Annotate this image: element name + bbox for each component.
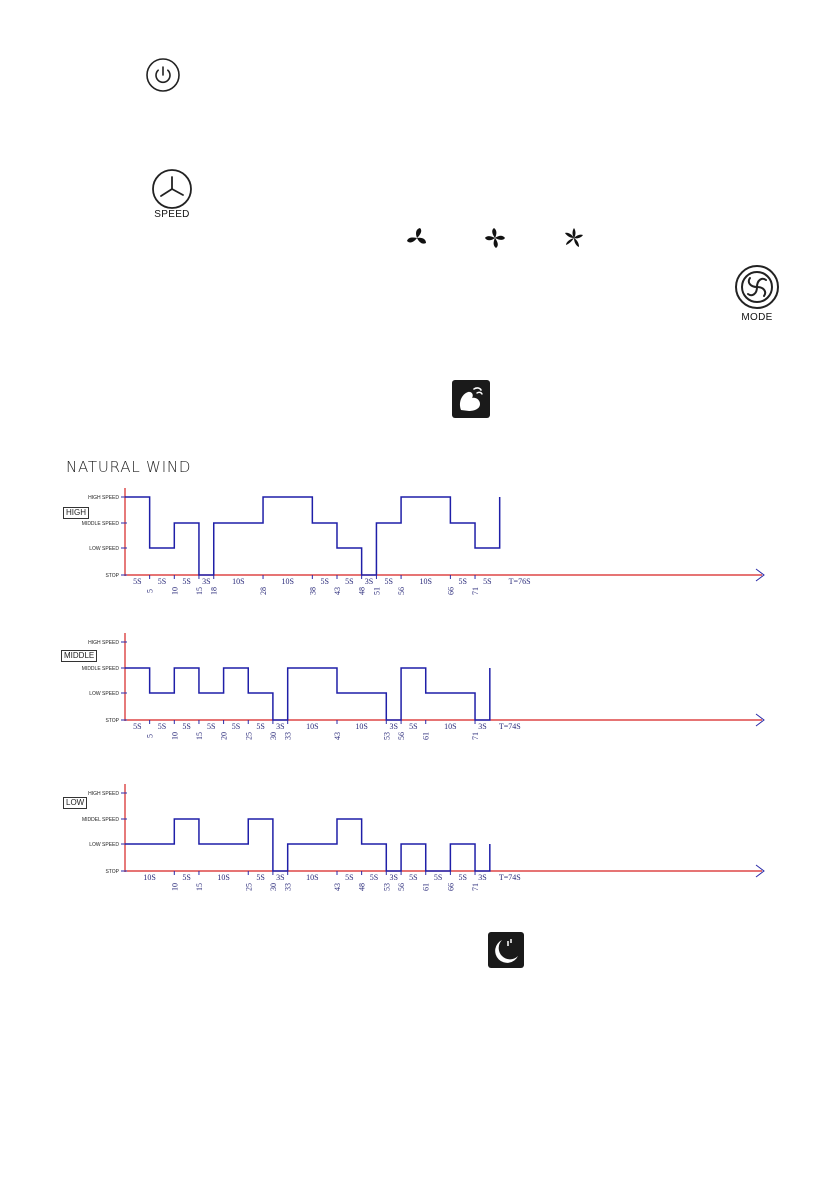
duration-label: 5S: [182, 577, 191, 586]
y-label-0: STOP: [105, 869, 119, 875]
duration-label: 3S: [364, 577, 374, 586]
duration-label: 3S: [478, 873, 487, 882]
duration-label: 10S: [444, 722, 457, 731]
x-tick-label: 30: [268, 883, 278, 891]
duration-label: 10S: [355, 722, 368, 731]
fan-low-icon: [404, 225, 430, 251]
x-tick-label: 53: [382, 732, 392, 740]
x-tick-label: 56: [397, 883, 407, 891]
x-tick-label: 10: [170, 732, 180, 740]
duration-label: 5S: [369, 873, 379, 882]
total-label: T=74S: [498, 722, 521, 731]
x-tick-label: 48: [357, 587, 367, 595]
duration-label: 5S: [231, 722, 241, 731]
x-tick-label: 33: [283, 883, 293, 891]
x-tick-label: 56: [397, 732, 407, 740]
x-tick-label: 10: [170, 587, 180, 595]
chart-high-svg: [0, 480, 839, 600]
mode-box-middle: MIDDLE: [61, 650, 97, 662]
x-tick-label: 48: [357, 883, 367, 891]
x-tick-label: 51: [372, 587, 382, 595]
mode-box-low: LOW: [63, 797, 87, 809]
y-label-0: STOP: [105, 718, 119, 724]
duration-label: 10S: [419, 577, 432, 586]
chart-low: [0, 776, 839, 896]
x-tick-label: 18: [209, 587, 219, 595]
mode-label: MODE: [741, 312, 773, 323]
duration-label: 5S: [207, 722, 216, 731]
duration-label: 10S: [306, 722, 319, 731]
chart-low-svg: [0, 776, 839, 896]
chart-middle: [0, 625, 839, 745]
x-tick-label: 5: [145, 734, 155, 738]
x-tick-label: 61: [421, 732, 431, 740]
x-tick-label: 20: [219, 732, 229, 740]
x-tick-label: 30: [268, 732, 278, 740]
y-label-3: HIGH SPEED: [88, 640, 119, 646]
duration-label: 5S: [182, 722, 191, 731]
y-label-1: LOW SPEED: [89, 842, 119, 848]
duration-label: 3S: [202, 577, 211, 586]
x-tick-label: 43: [332, 732, 342, 740]
fan-high-icon: [561, 225, 587, 251]
x-tick-label: 71: [471, 587, 481, 595]
sleep-icon: [488, 932, 524, 968]
duration-label: 3S: [276, 873, 285, 882]
duration-label: 5S: [133, 722, 142, 731]
x-tick-label: 43: [332, 883, 342, 891]
x-tick-label: 28: [259, 587, 269, 595]
y-label-3: HIGH SPEED: [88, 791, 119, 797]
duration-label: 3S: [389, 873, 398, 882]
x-tick-label: 43: [332, 587, 342, 595]
series-line: [125, 668, 490, 720]
x-tick-label: 25: [244, 883, 254, 891]
duration-label: 5S: [256, 722, 265, 731]
chart-middle-svg: [0, 625, 839, 745]
duration-label: 5S: [409, 873, 418, 882]
speed-label: SPEED: [154, 209, 190, 220]
x-tick-label: 33: [283, 732, 293, 740]
series-line: [125, 497, 500, 575]
duration-label: 3S: [389, 722, 398, 731]
duration-label: 10S: [232, 577, 245, 586]
x-tick-label: 71: [471, 732, 481, 740]
y-label-3: HIGH SPEED: [88, 495, 119, 501]
duration-label: 5S: [345, 873, 354, 882]
mode-box-high: HIGH: [63, 507, 89, 519]
x-tick-label: 5: [145, 589, 155, 593]
duration-label: 5S: [384, 577, 393, 586]
duration-label: 10S: [217, 873, 230, 882]
x-tick-label: 10: [170, 883, 180, 891]
x-tick-label: 15: [194, 732, 204, 740]
chart-high: [0, 480, 839, 600]
power-icon: [145, 57, 181, 93]
duration-label: 5S: [182, 873, 191, 882]
duration-label: 5S: [157, 722, 167, 731]
duration-label: 5S: [409, 722, 418, 731]
x-tick-label: 61: [421, 883, 431, 891]
duration-label: 10S: [306, 873, 319, 882]
series-line: [125, 819, 490, 871]
fan-middle-icon: [482, 225, 508, 251]
y-label-2: MIDDLE SPEED: [81, 521, 119, 527]
speed-icon: [151, 168, 193, 210]
duration-label: 5S: [133, 577, 142, 586]
y-label-2: MIDDLE SPEED: [81, 666, 119, 672]
x-tick-label: 38: [308, 587, 318, 595]
duration-label: 10S: [281, 577, 294, 586]
duration-label: 5S: [483, 577, 492, 586]
duration-label: 5S: [320, 577, 329, 586]
x-tick-label: 15: [194, 587, 204, 595]
mode-icon: [734, 264, 780, 310]
x-tick-label: 66: [446, 883, 456, 891]
x-tick-label: 66: [446, 587, 456, 595]
y-label-0: STOP: [105, 573, 119, 579]
duration-label: 5S: [458, 577, 467, 586]
total-label: T=74S: [498, 873, 521, 882]
x-tick-label: 56: [397, 587, 407, 595]
natural-wind-icon: [452, 380, 490, 418]
duration-label: 5S: [345, 577, 354, 586]
duration-label: 5S: [433, 873, 443, 882]
y-label-2: MIDDEL SPEED: [81, 817, 119, 823]
y-label-1: LOW SPEED: [89, 546, 119, 552]
duration-label: 3S: [276, 722, 285, 731]
duration-label: 10S: [143, 873, 156, 882]
x-tick-label: 25: [244, 732, 254, 740]
section-title: NATURAL WIND: [66, 458, 192, 476]
duration-label: 3S: [478, 722, 487, 731]
duration-label: 5S: [157, 577, 167, 586]
x-tick-label: 53: [382, 883, 392, 891]
total-label: T=76S: [508, 577, 531, 586]
duration-label: 5S: [458, 873, 467, 882]
x-tick-label: 71: [471, 883, 481, 891]
x-tick-label: 15: [194, 883, 204, 891]
duration-label: 5S: [256, 873, 265, 882]
y-label-1: LOW SPEED: [89, 691, 119, 697]
